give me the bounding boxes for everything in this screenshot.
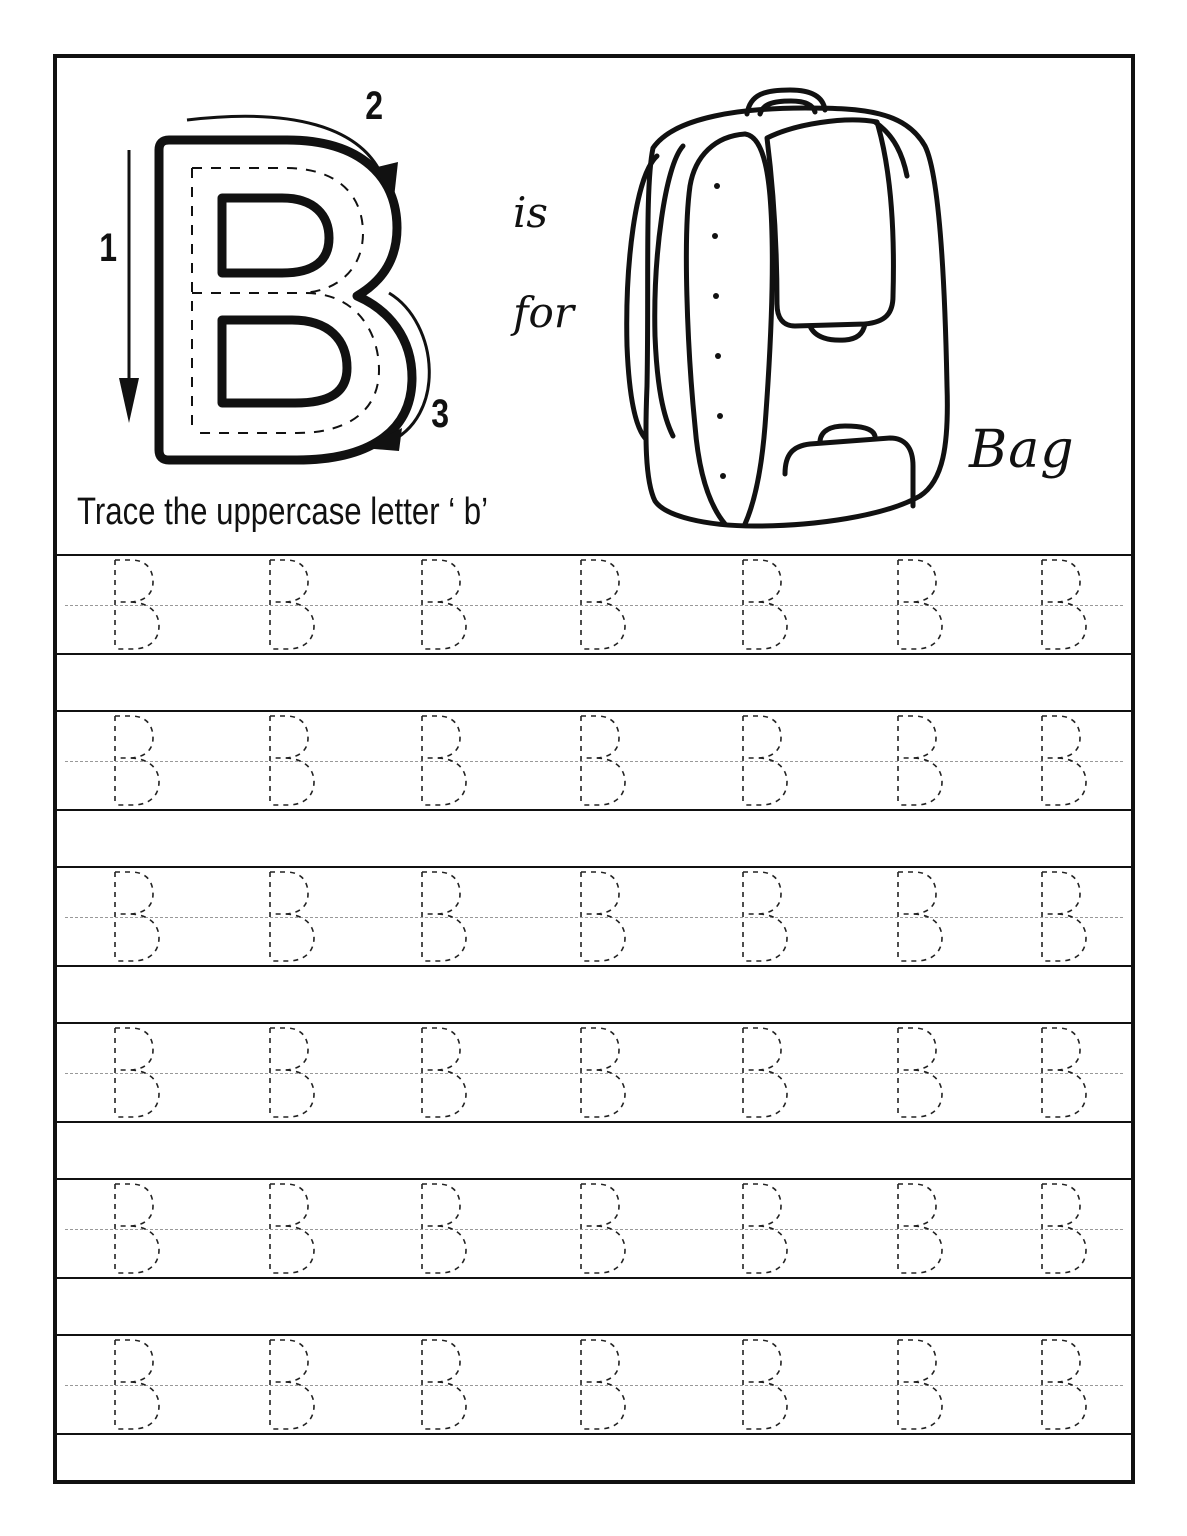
trace-letter-b-icon[interactable] [414,1024,474,1121]
tracing-row [57,1334,1131,1435]
trace-letter-b-icon[interactable] [262,1336,322,1433]
trace-letter-b-icon[interactable] [414,712,474,809]
trace-letter-b-icon[interactable] [1034,1024,1094,1121]
trace-letter-b-icon[interactable] [573,556,633,653]
trace-letter-b-icon[interactable] [107,712,167,809]
tracing-row [57,710,1131,811]
trace-letter-b-icon[interactable] [414,868,474,965]
trace-letter-b-icon[interactable] [414,556,474,653]
stroke-number-1: 1 [99,226,118,270]
tracing-row [57,1022,1131,1123]
tracing-row [57,554,1131,655]
trace-letter-b-icon[interactable] [1034,1180,1094,1277]
trace-letter-b-icon[interactable] [735,868,795,965]
trace-letter-b-icon[interactable] [573,1336,633,1433]
trace-letter-b-icon[interactable] [573,1180,633,1277]
trace-letter-b-icon[interactable] [735,556,795,653]
stroke-number-2: 2 [365,84,384,128]
trace-letter-b-icon[interactable] [573,1024,633,1121]
trace-letter-b-icon[interactable] [890,556,950,653]
trace-letter-b-icon[interactable] [890,712,950,809]
for-text: for [513,288,574,337]
trace-letter-b-icon[interactable] [107,556,167,653]
trace-letter-b-icon[interactable] [414,1180,474,1277]
trace-letter-b-icon[interactable] [735,712,795,809]
trace-letter-b-icon[interactable] [1034,712,1094,809]
trace-letter-b-icon[interactable] [107,1180,167,1277]
trace-letter-b-icon[interactable] [107,1336,167,1433]
trace-letter-b-icon[interactable] [1034,1336,1094,1433]
trace-letter-b-icon[interactable] [735,1024,795,1121]
word-label: Bag [969,420,1075,480]
trace-letter-b-icon[interactable] [735,1180,795,1277]
tracing-row [57,1178,1131,1279]
trace-letter-b-icon[interactable] [262,1180,322,1277]
trace-letter-b-icon[interactable] [890,1024,950,1121]
trace-letter-b-icon[interactable] [1034,868,1094,965]
trace-letter-b-icon[interactable] [414,1336,474,1433]
instruction-text: Trace the uppercase letter ‘ b’ [77,491,489,533]
trace-letter-b-icon[interactable] [735,1336,795,1433]
trace-letter-b-icon[interactable] [573,712,633,809]
trace-letter-b-icon[interactable] [890,1336,950,1433]
trace-letter-b-icon[interactable] [262,1024,322,1121]
tracing-row [57,866,1131,967]
trace-letter-b-icon[interactable] [262,712,322,809]
is-text: is [513,188,548,237]
trace-letter-b-icon[interactable] [107,868,167,965]
big-letter-b-icon [117,88,450,468]
trace-letter-b-icon[interactable] [890,1180,950,1277]
trace-letter-b-icon[interactable] [262,556,322,653]
trace-letter-b-icon[interactable] [262,868,322,965]
worksheet-header [57,58,1131,554]
trace-letter-b-icon[interactable] [107,1024,167,1121]
worksheet-page [53,54,1135,1484]
trace-letter-b-icon[interactable] [890,868,950,965]
trace-letter-b-icon[interactable] [1034,556,1094,653]
trace-letter-b-icon[interactable] [573,868,633,965]
backpack-icon [595,86,957,536]
stroke-number-3: 3 [431,392,450,436]
